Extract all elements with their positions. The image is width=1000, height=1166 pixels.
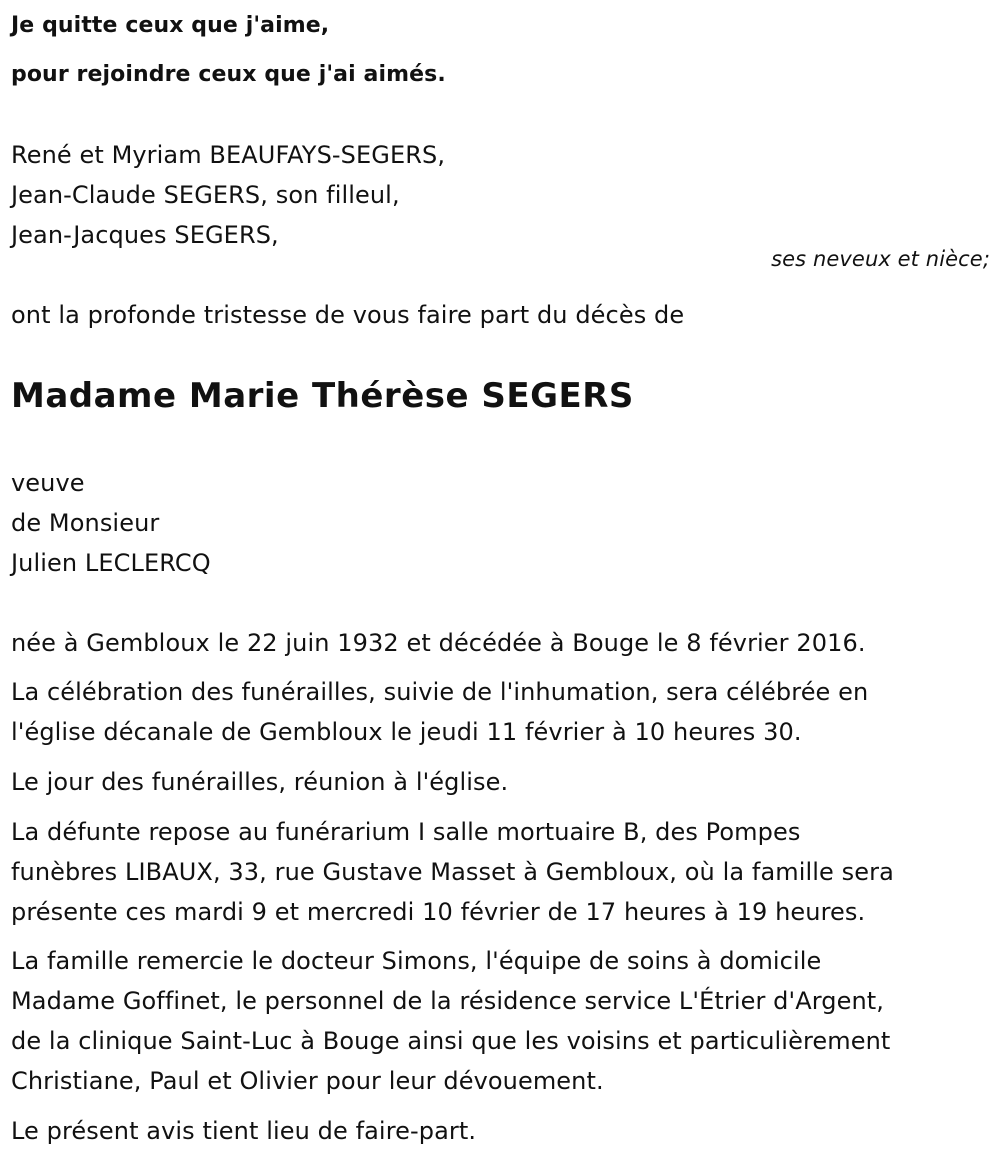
thanks-line-3: de la clinique Saint-Luc à Bouge ainsi que les voisins et particulièrement bbox=[11, 1027, 891, 1055]
visitation-line-1: La défunte repose au funérarium I salle mortuaire B, des Pompes bbox=[11, 818, 801, 846]
thanks-line-1: La famille remercie le docteur Simons, l'équipe de soins à domicile bbox=[11, 947, 822, 975]
family-relation: ses neveux et nièce; bbox=[771, 247, 990, 271]
family-member-3: Jean-Jacques SEGERS, bbox=[11, 221, 279, 249]
closing: Le présent avis tient lieu de faire-part. bbox=[11, 1117, 477, 1145]
family-member-2: Jean-Claude SEGERS, son filleul, bbox=[11, 181, 400, 209]
birth-death: née à Gembloux le 22 juin 1932 et décédée à Bouge le 8 février 2016. bbox=[11, 629, 866, 657]
family-member-1: René et Myriam BEAUFAYS-SEGERS, bbox=[11, 141, 446, 169]
celebration-line-1: La célébration des funérailles, suivie de l'inhumation, sera célébrée en bbox=[11, 678, 869, 706]
celebration-line-2: l'église décanale de Gembloux le jeudi 11 février à 10 heures 30. bbox=[11, 718, 802, 746]
widow-line-3: Julien LECLERCQ bbox=[11, 549, 211, 577]
widow-line-2: de Monsieur bbox=[11, 509, 160, 537]
visitation-line-2: funèbres LIBAUX, 33, rue Gustave Masset à Gembloux, où la famille sera bbox=[11, 858, 894, 886]
thanks-line-2: Madame Goffinet, le personnel de la résidence service L'Étrier d'Argent, bbox=[11, 987, 885, 1015]
visitation-line-3: présente ces mardi 9 et mercredi 10 février de 17 heures à 19 heures. bbox=[11, 898, 866, 926]
motto-line-2: pour rejoindre ceux que j'ai aimés. bbox=[11, 62, 446, 87]
deceased-name: Madame Marie Thérèse SEGERS bbox=[11, 376, 634, 416]
announcement: ont la profonde tristesse de vous faire part du décès de bbox=[11, 301, 685, 329]
thanks-line-4: Christiane, Paul et Olivier pour leur dévouement. bbox=[11, 1067, 604, 1095]
widow-line-1: veuve bbox=[11, 469, 85, 497]
meeting: Le jour des funérailles, réunion à l'église. bbox=[11, 768, 509, 796]
motto-line-1: Je quitte ceux que j'aime, bbox=[11, 13, 330, 38]
